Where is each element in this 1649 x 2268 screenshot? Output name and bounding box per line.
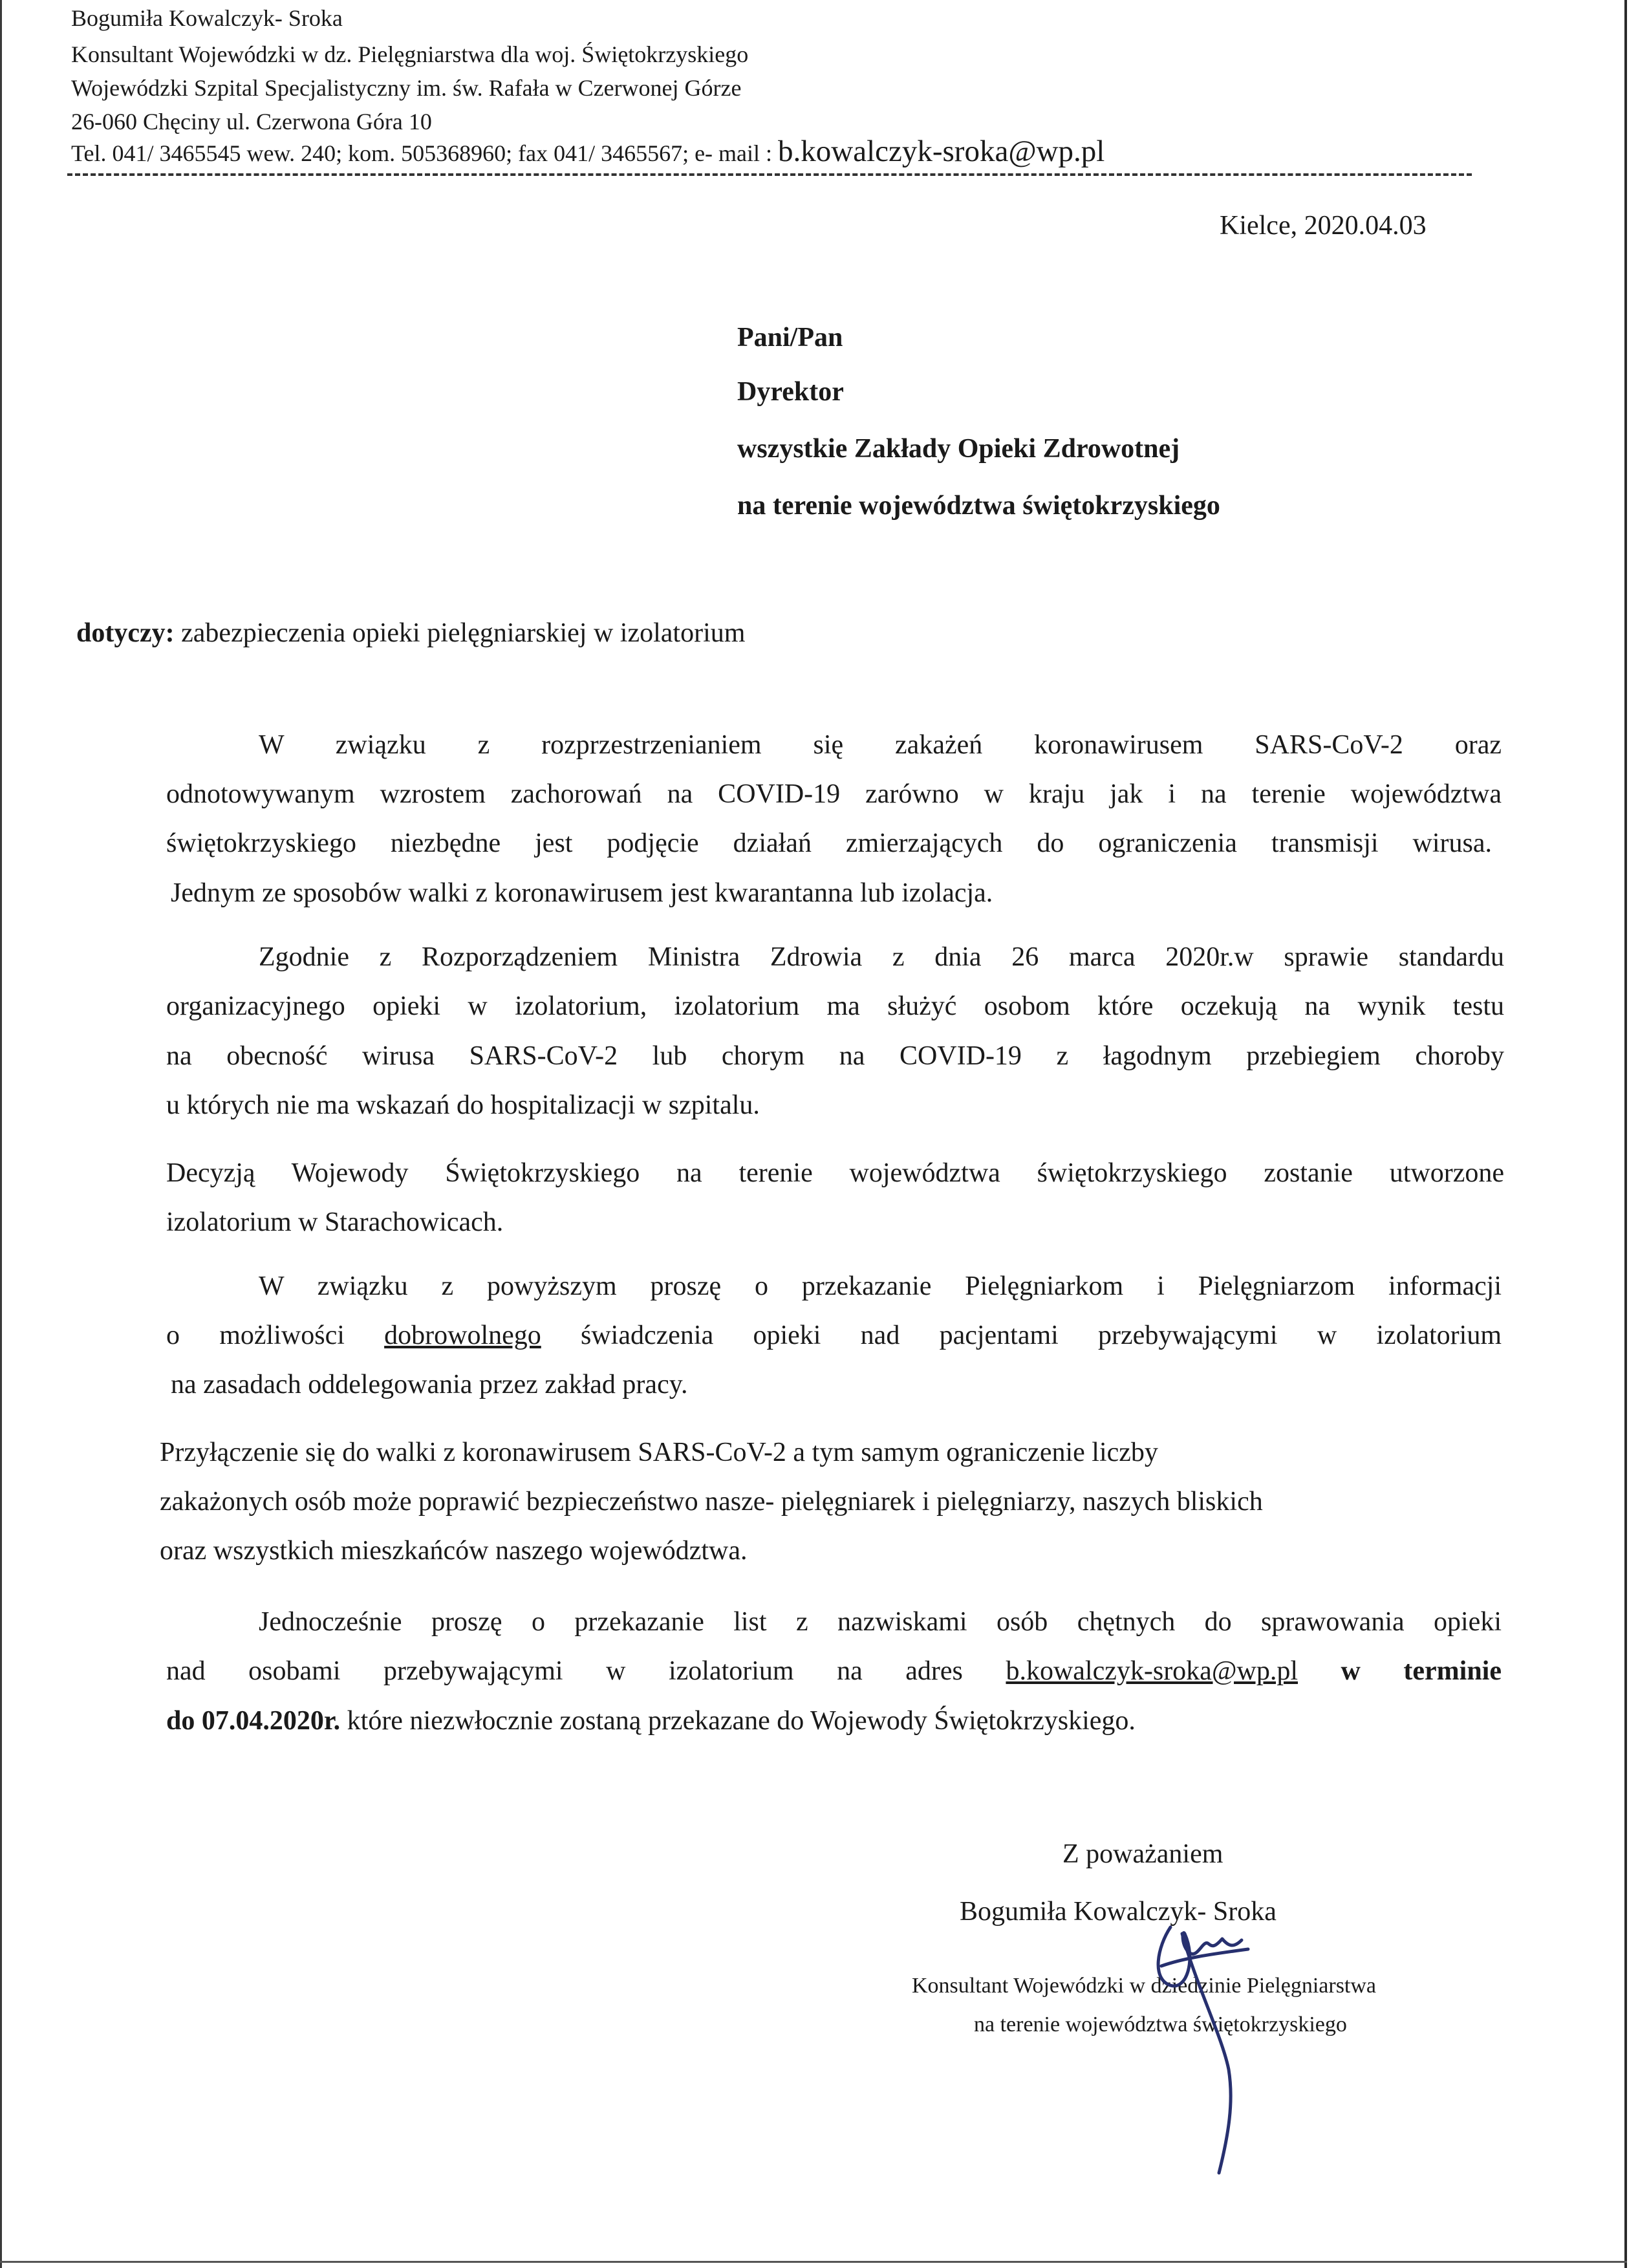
deadline-label: w terminie: [1298, 1656, 1502, 1686]
body-line: na zasadach oddelegowania przez zakład pracy.: [171, 1370, 688, 1399]
sender-name: Bogumiła Kowalczyk- Sroka: [71, 5, 343, 31]
body-line: organizacyjnego opieki w izolatorium, izolatorium ma służyć osobom które oczekują na wynik testu: [166, 991, 1504, 1021]
sender-position: Konsultant Wojewódzki w dz. Pielęgniarstwa dla woj. Świętokrzyskiego: [71, 41, 749, 67]
body-line: [166, 1656, 1502, 1687]
closing-greeting: Z poważaniem: [1062, 1839, 1223, 1869]
letter-date: Kielce, 2020.04.03: [1220, 211, 1427, 241]
body-line: W związku z powyższym proszę o przekazanie Pielęgniarkom i Pielęgniarzom informacji: [259, 1271, 1502, 1301]
contact-numbers: Tel. 041/ 3465545 wew. 240; kom. 505368960; fax 041/ 3465567; e- mail :: [71, 140, 779, 166]
deadline-date: do 07.04.2020r.: [166, 1706, 341, 1736]
addressee-salutation: Pani/Pan: [737, 323, 843, 352]
body-line: [166, 1705, 1136, 1736]
body-line: izolatorium w Starachowicach.: [166, 1207, 504, 1237]
subject-label: dotyczy:: [76, 618, 175, 648]
scan-edge-left: [0, 0, 2, 2268]
closing-title: Konsultant Wojewódzki w dziedzinie Pielęgniarstwa: [912, 1974, 1377, 1998]
body-line: Jednym ze sposobów walki z koronawirusem jest kwarantanna lub izolacja.: [171, 878, 993, 908]
sender-hospital: Wojewódzki Szpital Specjalistyczny im. św. Rafała w Czerwonej Górze: [71, 75, 742, 101]
body-line: odnotowywanym wzrostem zachorowań na COVID-19 zarówno w kraju jak i na terenie województwa: [166, 779, 1502, 809]
header-divider: [67, 173, 1472, 176]
body-line: W związku z rozprzestrzenianiem się zakażeń koronawirusem SARS-CoV-2 oraz: [259, 730, 1502, 760]
closing-region: na terenie województwa świętokrzyskiego: [974, 2013, 1347, 2036]
handwritten-signature: [1125, 1908, 1319, 2179]
addressee-region: na terenie województwa świętokrzyskiego: [737, 491, 1220, 521]
body-line: u których nie ma wskazań do hospitalizacji w szpitalu.: [166, 1090, 760, 1120]
body-line: świętokrzyskiego niezbędne jest podjęcie działań zmierzających do ograniczenia transmisji wirusa.: [166, 828, 1492, 858]
body-line: Jednocześnie proszę o przekazanie list z nazwiskami osób chętnych do sprawowania opieki: [259, 1607, 1502, 1637]
body-line: Zgodnie z Rozporządzeniem Ministra Zdrowia z dnia 26 marca 2020r.w sprawie standardu: [259, 942, 1504, 972]
addressee-institutions: wszystkie Zakłady Opieki Zdrowotnej: [737, 434, 1180, 464]
scan-edge-bottom: [0, 2261, 1627, 2263]
body-line: na obecność wirusa SARS-CoV-2 lub chorym na COVID-19 z łagodnym przebiegiem choroby: [166, 1041, 1504, 1071]
sender-contacts: [71, 137, 1105, 167]
body-text: nad osobami przebywającymi w izolatorium na adres: [166, 1656, 1006, 1686]
body-line: Decyzją Wojewody Świętokrzyskiego na terenie województwa świętokrzyskiego zostanie utworzone: [166, 1158, 1504, 1188]
body-text: świadczenia opieki nad pacjentami przebywającymi w izolatorium: [541, 1321, 1502, 1350]
subject-line: [76, 618, 745, 649]
emphasis-voluntary: dobrowolnego: [384, 1321, 541, 1350]
body-line: Przyłączenie się do walki z koronawirusem SARS-CoV-2 a tym samym ograniczenie liczby: [160, 1438, 1158, 1467]
email-link[interactable]: b.kowalczyk-sroka@wp.pl: [1006, 1656, 1298, 1686]
closing-name: Bogumiła Kowalczyk- Sroka: [960, 1897, 1277, 1927]
addressee-role: Dyrektor: [737, 377, 844, 407]
subject-text: zabezpieczenia opieki pielęgniarskiej w izolatorium: [174, 618, 746, 648]
scan-edge-right: [1624, 0, 1627, 2268]
body-text: o możliwości: [166, 1321, 385, 1350]
sender-address: 26-060 Chęciny ul. Czerwona Góra 10: [71, 109, 432, 135]
sender-email: b.kowalczyk-sroka@wp.pl: [778, 135, 1105, 168]
body-line: oraz wszystkich mieszkańców naszego województwa.: [160, 1536, 748, 1566]
body-line: [166, 1320, 1502, 1351]
body-text: które niezwłocznie zostaną przekazane do Wojewody Świętokrzyskiego.: [340, 1706, 1136, 1736]
body-line: zakażonych osób może poprawić bezpieczeństwo nasze- pielęgniarek i pielęgniarzy, naszych bliskich: [160, 1487, 1263, 1517]
